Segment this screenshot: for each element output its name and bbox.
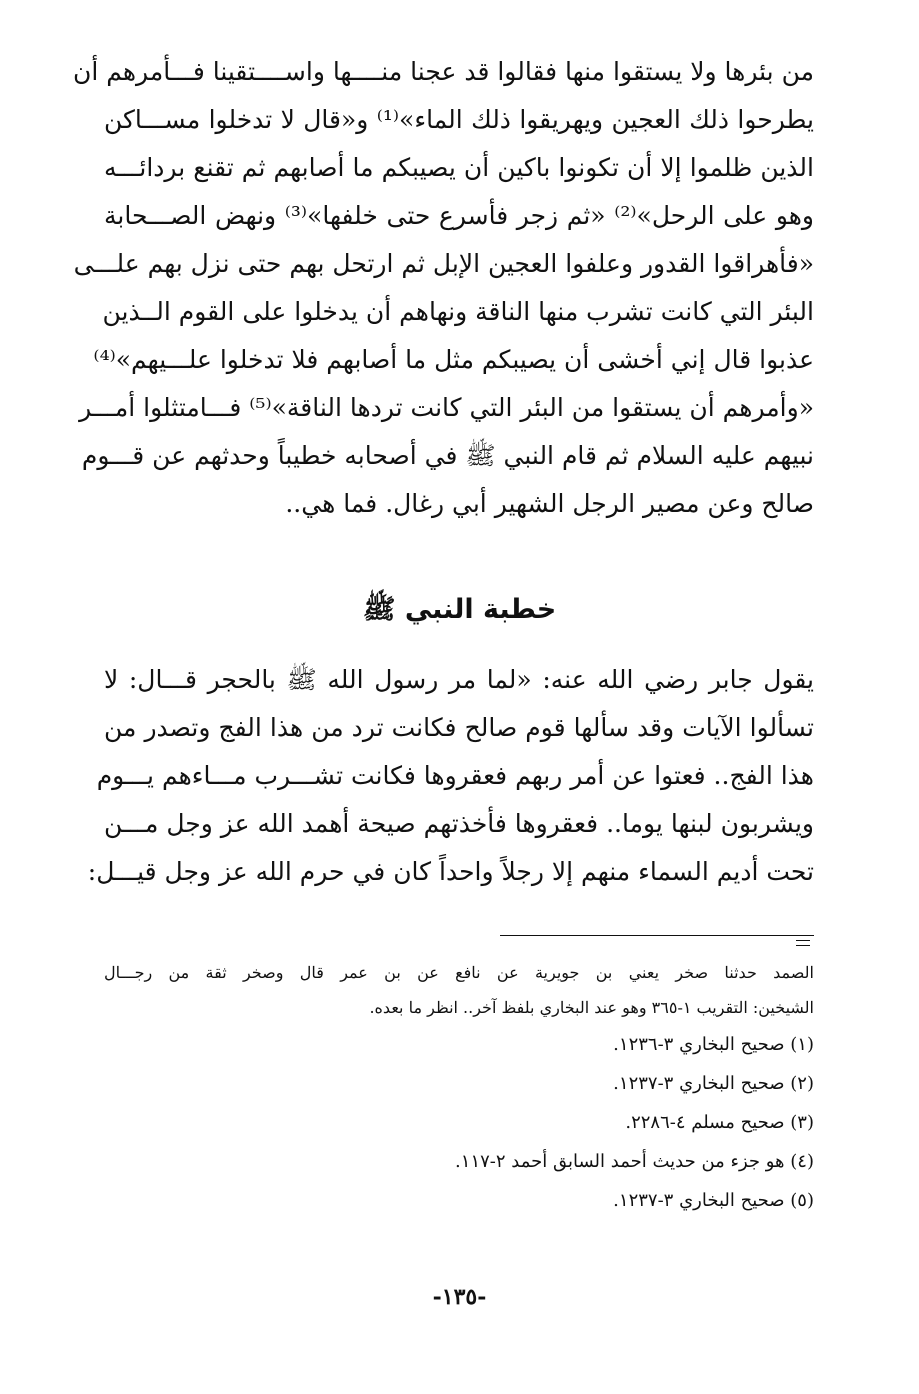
footnote-continuation-mark xyxy=(796,945,810,946)
footnote-item: (١) صحيح البخاري ٣-١٢٣٦. xyxy=(613,1034,814,1055)
footnotes xyxy=(104,955,814,1220)
footnote-item: (٣) صحيح مسلم ٤-٢٢٨٦. xyxy=(625,1112,814,1133)
body-line: نبيهم عليه السلام ثم قام النبي ﷺ في أصحابه خطيباً وحدثهم عن قـــوم xyxy=(81,441,814,470)
body-line: تسألوا الآيات وقد سألها قوم صالح فكانت ترد من هذا الفج وتصدر من xyxy=(104,713,814,742)
body-line: عذبوا قال إني أخشى أن يصيبكم مثل ما أصابهم فلا تدخلوا علـــيهم»⁽⁴⁾ xyxy=(93,345,814,374)
body-line: تحت أديم السماء منهم إلا رجلاً واحداً كان في حرم الله عز وجل قيـــل: xyxy=(87,857,814,886)
body-line: الذين ظلموا إلا أن تكونوا باكين أن يصيبكم ما أصابهم ثم تقنع بردائـــه xyxy=(104,153,814,182)
footnote-item: (٤) هو جزء من حديث أحمد السابق أحمد ٢-١١٧. xyxy=(455,1151,814,1172)
footnote-item: (٢) صحيح البخاري ٣-١٢٣٧. xyxy=(613,1073,814,1094)
body-line: البئر التي كانت تشرب منها الناقة ونهاهم أن يدخلوا على القوم الــذين xyxy=(102,297,814,326)
body-line: هذا الفج.. فعتوا عن أمر ربهم فعقروها فكانت تشـــرب مـــاءهم يـــوم xyxy=(96,761,814,790)
body-text-part1 xyxy=(72,48,814,528)
body-text-part2 xyxy=(87,656,814,896)
footnote-continuation-mark xyxy=(796,940,810,941)
body-line: «فأهراقوا القدور وعلفوا العجين الإبل ثم ارتحل بهم حتى نزل بهم علـــى xyxy=(73,249,814,278)
body-line: وهو على الرحل»⁽²⁾ «ثم زجر فأسرع حتى خلفها»⁽³⁾ ونهض الصـــحابة xyxy=(104,201,814,230)
footnote-continuation-line: الشيخين: التقريب ١-٣٦٥ وهو عند البخاري بلفظ آخر.. انظر ما بعده. xyxy=(369,998,814,1017)
body-line: يطرحوا ذلك العجين ويهريقوا ذلك الماء»⁽¹⁾ و«قال لا تدخلوا مســـاكن xyxy=(104,105,814,134)
body-line: صالح وعن مصير الرجل الشهير أبي رغال. فما هي.. xyxy=(285,489,814,518)
footnote-continuation-line: الصمد حدثنا صخر يعني بن جويرية عن نافع عن بن عمر قال وصخر ثقة من رجـــال xyxy=(104,963,814,982)
section-heading: خطبة النبي ﷺ xyxy=(362,594,557,625)
footnote-separator xyxy=(500,935,814,936)
body-line: يقول جابر رضي الله عنه: «لما مر رسول الله ﷺ بالحجر قـــال: لا xyxy=(104,665,814,694)
page-number: -١٣٥- xyxy=(432,1284,487,1310)
body-line: من بئرها ولا يستقوا منها فقالوا قد عجنا منــــها واســــتقينا فـــأمرهم أن xyxy=(72,57,814,86)
body-line: «وأمرهم أن يستقوا من البئر التي كانت تردها الناقة»⁽⁵⁾ فـــامتثلوا أمـــر xyxy=(79,393,814,422)
footnote-item: (٥) صحيح البخاري ٣-١٢٣٧. xyxy=(613,1190,814,1211)
body-line: ويشربون لبنها يوما.. فعقروها فأخذتهم صيحة أهمد الله عز وجل مـــن xyxy=(104,809,814,838)
